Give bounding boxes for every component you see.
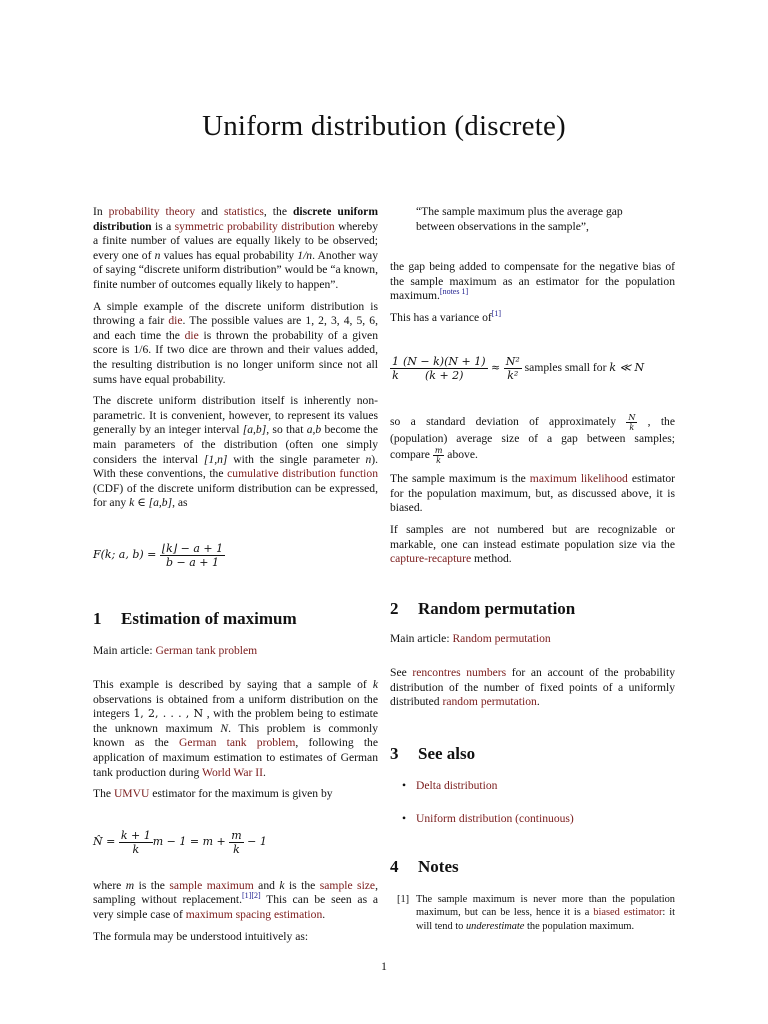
link-die-2[interactable]: die bbox=[184, 328, 199, 342]
link-rencontres-numbers[interactable]: rencontres numbers bbox=[412, 665, 507, 679]
link-uniform-distribution-continuous[interactable]: Uniform distribution (continuous) bbox=[416, 811, 574, 825]
cdf-paragraph: The discrete uniform distribution itself is inherently non-parametric. It is convenient, however, to represent its values generally by an integer interval [a,b], so that a,b become the main parameters of the distribution (often one simply considers the interval [1,n] with the single parameter n). With these conventions, the cumulative distribution function (CDF) of the discrete uniform distribution can be expressed, for any k ∈ [a,b], as bbox=[93, 394, 379, 510]
citation-2[interactable]: [2] bbox=[251, 891, 261, 901]
list-item bbox=[390, 779, 675, 794]
section-heading-notes: 4 Notes bbox=[390, 857, 459, 877]
link-sample-maximum[interactable]: sample maximum bbox=[169, 878, 254, 892]
link-maximum-spacing-estimation[interactable]: maximum spacing estimation bbox=[185, 908, 323, 921]
page-number: 1 bbox=[381, 961, 387, 973]
variance-equation: $\frac{1}{k}$ $\frac{(N - k)(N + 1)}{(k + 2)}$ ≈ $\frac{\text{N²}}{\text{k²}}$ samples small for k ≪ N bbox=[392, 354, 645, 382]
link-random-permutation-2[interactable]: random permutation bbox=[442, 695, 537, 709]
estimation-paragraph: This example is described by saying that a sample of k observations is obtained from a uniform distribution on the integers 1, 2, . . . , N , with the problem being to estimate the unknown maximum N. This problem is commonly known as the German tank problem, following the application of maximum estimation to estimates of German tank production during World War II. bbox=[93, 678, 379, 779]
link-german-tank-problem[interactable]: German tank problem bbox=[155, 644, 258, 658]
page-title: Uniform distribution (discrete) bbox=[202, 110, 566, 142]
citation-1[interactable]: [1] bbox=[241, 891, 252, 901]
link-maximum-likelihood[interactable]: maximum likelihood bbox=[529, 472, 628, 486]
left-column bbox=[93, 205, 378, 951]
rencontres-paragraph: See rencontres numbers for an account of the probability distribution of the number of fixed points of a uniformly distributed random permutation. bbox=[390, 665, 676, 709]
gap-paragraph: the gap being added to compensate for the negative bias of the sample maximum as an estimator for the population maximum.[notes 1] bbox=[390, 260, 675, 303]
main-article-random-permutation: Main article: Random permutation bbox=[390, 632, 551, 646]
link-cumulative-distribution-function[interactable]: cumulative distribution function bbox=[227, 467, 378, 481]
link-statistics[interactable]: statistics bbox=[223, 205, 264, 218]
intro-paragraph: In probability theory and statistics, the discrete uniform distribution is a symmetric probability distribution whereby a finite number of values are equally likely to be observed; every one of n values has equal probability 1/n. Another way of saying “discrete uniform distribution” would be “a known, finite number of outcomes equally likely to happen”. bbox=[93, 205, 378, 291]
dice-paragraph: A simple example of the discrete uniform distribution is throwing a fair die. The possible values are 1, 2, 3, 4, 5, 6, and each time the die is thrown the probability of a given score is 1/6. If two dice are thrown and their values added, the resulting distribution is no longer uniform since not all sums have equal probability. bbox=[93, 299, 379, 386]
std-dev-paragraph: so a standard deviation of approximately $\frac{N}{k}$ , the (population) average size of a gap between samples; compare $\frac{m}{k}$ above. bbox=[390, 412, 675, 466]
link-capture-recapture[interactable]: capture-recapture bbox=[390, 552, 472, 566]
max-likelihood-paragraph: The sample maximum is the maximum likelihood estimator for the population maximum, but, as discussed above, it is biased. bbox=[390, 472, 675, 515]
umvu-equation: N̂ = $\frac{k + 1}{k}$ m − 1 = m + $\frac{m}{k}$ − 1 bbox=[93, 828, 267, 856]
citation-variance-1[interactable]: [1] bbox=[491, 309, 502, 319]
capture-recapture-paragraph: If samples are not numbered but are recognizable or markable, one can instead estimate population size via the capture-recapture method. bbox=[390, 522, 675, 566]
note-1: [1] The sample maximum is never more than the population maximum, but can be less, hence it is a biased estimator: it will tend to underestimate the population maximum. bbox=[397, 894, 676, 932]
section-heading-see-also: 3 See also bbox=[390, 743, 476, 763]
link-symmetric-probability-distribution[interactable]: symmetric probability distribution bbox=[174, 219, 335, 233]
list-item bbox=[390, 812, 675, 827]
right-column bbox=[390, 205, 675, 933]
link-sample-size[interactable]: sample size bbox=[319, 878, 376, 892]
link-umvu[interactable]: UMVU bbox=[113, 787, 150, 801]
see-also-list bbox=[390, 779, 675, 826]
main-article-german-tank: Main article: German tank problem bbox=[93, 644, 258, 658]
link-world-war-ii[interactable]: World War II bbox=[201, 765, 263, 779]
link-random-permutation[interactable]: Random permutation bbox=[452, 632, 551, 646]
cdf-equation: F(k; a, b) = $\frac{⌊k⌋ - a + 1}{b - a + 1}$ bbox=[93, 541, 224, 569]
umvu-paragraph: The UMVU estimator for the maximum is given by bbox=[93, 787, 333, 801]
citation-notes-1[interactable]: [notes 1] bbox=[439, 287, 469, 297]
link-probability-theory[interactable]: probability theory bbox=[108, 205, 196, 218]
section-heading-estimation: 1 Estimation of maximum bbox=[93, 608, 297, 628]
link-delta-distribution[interactable]: Delta distribution bbox=[416, 779, 498, 793]
sample-maximum-paragraph: where m is the sample maximum and k is the sample size, sampling without replacement.[1][2] This can be seen as a very simple case of maximum spacing estimation. bbox=[93, 878, 378, 921]
intuitive-paragraph: The formula may be understood intuitively as: bbox=[93, 929, 309, 943]
link-german-tank-problem-2[interactable]: German tank problem bbox=[179, 736, 296, 750]
section-heading-random-permutation: 2 Random permutation bbox=[390, 598, 576, 618]
variance-paragraph: This has a variance of[1] bbox=[390, 309, 502, 324]
link-die[interactable]: die bbox=[168, 314, 183, 328]
link-biased-estimator[interactable]: biased estimator bbox=[593, 907, 663, 919]
quote-block: “The sample maximum plus the average gap between observations in the sample”, bbox=[416, 205, 623, 233]
